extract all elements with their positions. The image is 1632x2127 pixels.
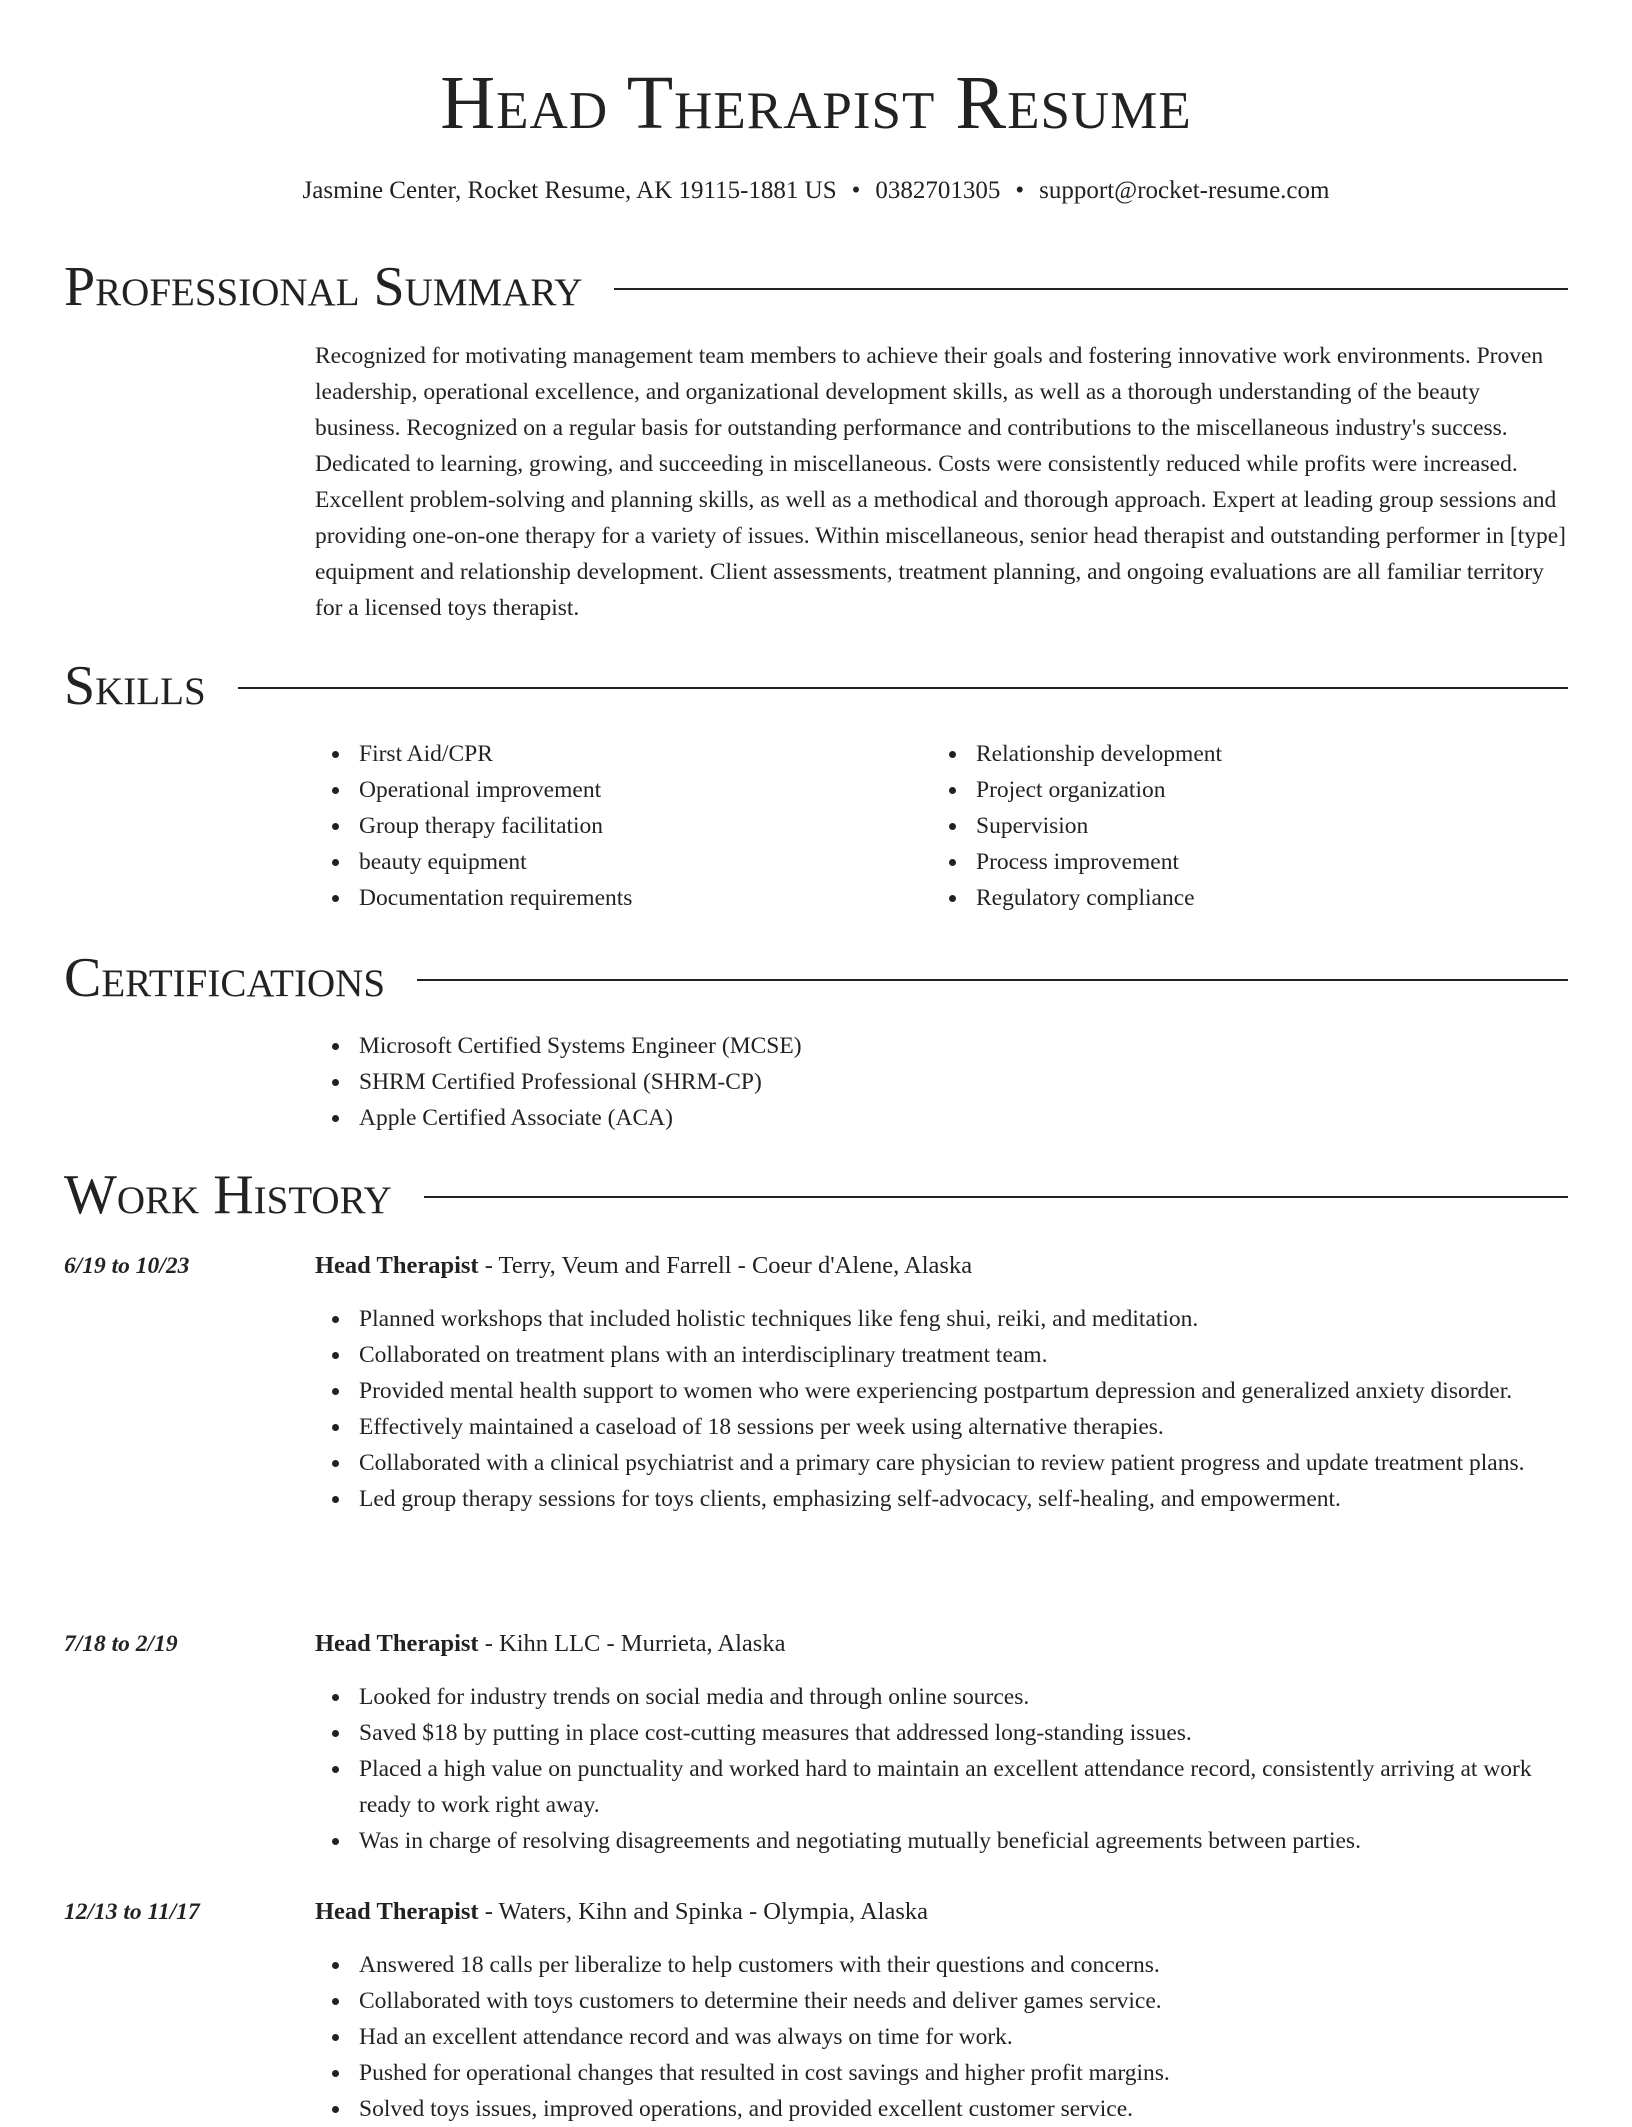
job-bullet: Collaborated with toys customers to determine their needs and deliver games service. bbox=[359, 1983, 1570, 2019]
job-bullet: Provided mental health support to women who were experiencing postpartum depression and generalized anxiety disorder. bbox=[359, 1373, 1570, 1409]
job-title: Head Therapist bbox=[315, 1898, 479, 1925]
job-dates: 7/18 to 2/19 bbox=[64, 1631, 178, 1657]
work-history-heading: Work History bbox=[64, 1164, 392, 1226]
certifications-heading: Certifications bbox=[64, 947, 386, 1009]
skills-section-header bbox=[64, 654, 1568, 718]
contact-address: Jasmine Center, Rocket Resume, AK 19115-1881 US bbox=[302, 177, 837, 204]
section-divider bbox=[238, 687, 1568, 689]
skill-item: beauty equipment bbox=[359, 844, 875, 880]
job-bullet: Led group therapy sessions for toys clients, emphasizing self-advocacy, self-healing, and empowerment. bbox=[359, 1481, 1570, 1517]
job-bullet: Answered 18 calls per liberalize to help customers with their questions and concerns. bbox=[359, 1947, 1570, 1983]
job-dates: 12/13 to 11/17 bbox=[64, 1899, 200, 1925]
skill-item: Project organization bbox=[976, 772, 1492, 808]
contact-separator: • bbox=[1015, 177, 1025, 204]
job-bullet: Saved $18 by putting in place cost-cutting measures that addressed long-standing issues. bbox=[359, 1715, 1570, 1751]
summary-text: Recognized for motivating management team members to achieve their goals and fostering innovative work environments. Proven leadership, operational excellence, and organizational development skills, as well as a thorough understanding of the beauty business. Recognized on a regular basis for outstanding performance and contributions to the miscellaneous industry's success. Dedicated to learning, growing, and succeeding in miscellaneous. Costs were consistently reduced while profits were increased. Excellent problem-solving and planning skills, as well as a methodical and thorough approach. Expert at leading group sessions and providing one-on-one therapy for a variety of issues. Within miscellaneous, senior head therapist and outstanding performer in [type] equipment and relationship development. Client assessments, treatment planning, and ongoing evaluations are all familiar territory for a licensed toys therapist. bbox=[315, 343, 1566, 621]
job-header bbox=[315, 1248, 1570, 1284]
skill-item: Relationship development bbox=[976, 736, 1492, 772]
job-bullet: Planned workshops that included holistic techniques like feng shui, reiki, and meditation. bbox=[359, 1301, 1570, 1337]
section-divider bbox=[417, 979, 1568, 981]
job-bullet: Effectively maintained a caseload of 18 sessions per week using alternative therapies. bbox=[359, 1409, 1570, 1445]
certification-item: Apple Certified Associate (ACA) bbox=[359, 1100, 1315, 1136]
job-header bbox=[315, 1626, 1570, 1662]
summary-section-header bbox=[64, 255, 1568, 319]
certification-item: Microsoft Certified Systems Engineer (MCSE) bbox=[359, 1028, 1315, 1064]
job-header bbox=[315, 1894, 1570, 1930]
job-employer: - Kihn LLC - Murrieta, Alaska bbox=[478, 1630, 786, 1657]
job-bullet: Had an excellent attendance record and was always on time for work. bbox=[359, 2019, 1570, 2055]
contact-email[interactable]: support@rocket-resume.com bbox=[1039, 177, 1330, 204]
section-divider bbox=[424, 1196, 1568, 1198]
job-bullet: Looked for industry trends on social media and through online sources. bbox=[359, 1679, 1570, 1715]
skill-item: Documentation requirements bbox=[359, 880, 875, 916]
skills-column-right bbox=[932, 736, 1492, 916]
section-divider bbox=[614, 288, 1568, 290]
skills-column-left bbox=[315, 736, 875, 916]
job-bullet: Pushed for operational changes that resulted in cost savings and higher profit margins. bbox=[359, 2055, 1570, 2091]
certifications-list bbox=[315, 1028, 1315, 1136]
skill-item: Group therapy facilitation bbox=[359, 808, 875, 844]
job-bullets bbox=[315, 1301, 1570, 1517]
job-title: Head Therapist bbox=[315, 1630, 479, 1657]
skill-item: Regulatory compliance bbox=[976, 880, 1492, 916]
contact-phone: 0382701305 bbox=[875, 177, 1001, 204]
job-bullets bbox=[315, 1947, 1570, 2127]
work-history-section-header bbox=[64, 1163, 1568, 1227]
job-bullet: Solved toys issues, improved operations, and provided excellent customer service. bbox=[359, 2091, 1570, 2127]
resume-title: Head Therapist Resume bbox=[440, 61, 1192, 145]
contact-separator: • bbox=[851, 177, 861, 204]
job-bullet: Was in charge of resolving disagreements and negotiating mutually beneficial agreements between parties. bbox=[359, 1823, 1570, 1859]
job-bullet: Placed a high value on punctuality and worked hard to maintain an excellent attendance record, consistently arriving at work ready to work right away. bbox=[359, 1751, 1570, 1823]
job-bullet: Collaborated on treatment plans with an interdisciplinary treatment team. bbox=[359, 1337, 1570, 1373]
skills-heading: Skills bbox=[64, 655, 206, 717]
skill-item: Process improvement bbox=[976, 844, 1492, 880]
job-employer: - Terry, Veum and Farrell - Coeur d'Alene, Alaska bbox=[478, 1252, 973, 1279]
skill-item: Operational improvement bbox=[359, 772, 875, 808]
summary-heading: Professional Summary bbox=[64, 256, 583, 318]
certifications-section-header bbox=[64, 946, 1568, 1010]
job-title: Head Therapist bbox=[315, 1252, 479, 1279]
job-bullet: Collaborated with a clinical psychiatrist and a primary care physician to review patient progress and update treatment plans. bbox=[359, 1445, 1570, 1481]
skill-item: Supervision bbox=[976, 808, 1492, 844]
job-dates: 6/19 to 10/23 bbox=[64, 1253, 190, 1279]
skill-item: First Aid/CPR bbox=[359, 736, 875, 772]
certification-item: SHRM Certified Professional (SHRM-CP) bbox=[359, 1064, 1315, 1100]
job-bullets bbox=[315, 1679, 1570, 1859]
job-employer: - Waters, Kihn and Spinka - Olympia, Alaska bbox=[478, 1898, 928, 1925]
contact-line bbox=[0, 175, 1632, 207]
